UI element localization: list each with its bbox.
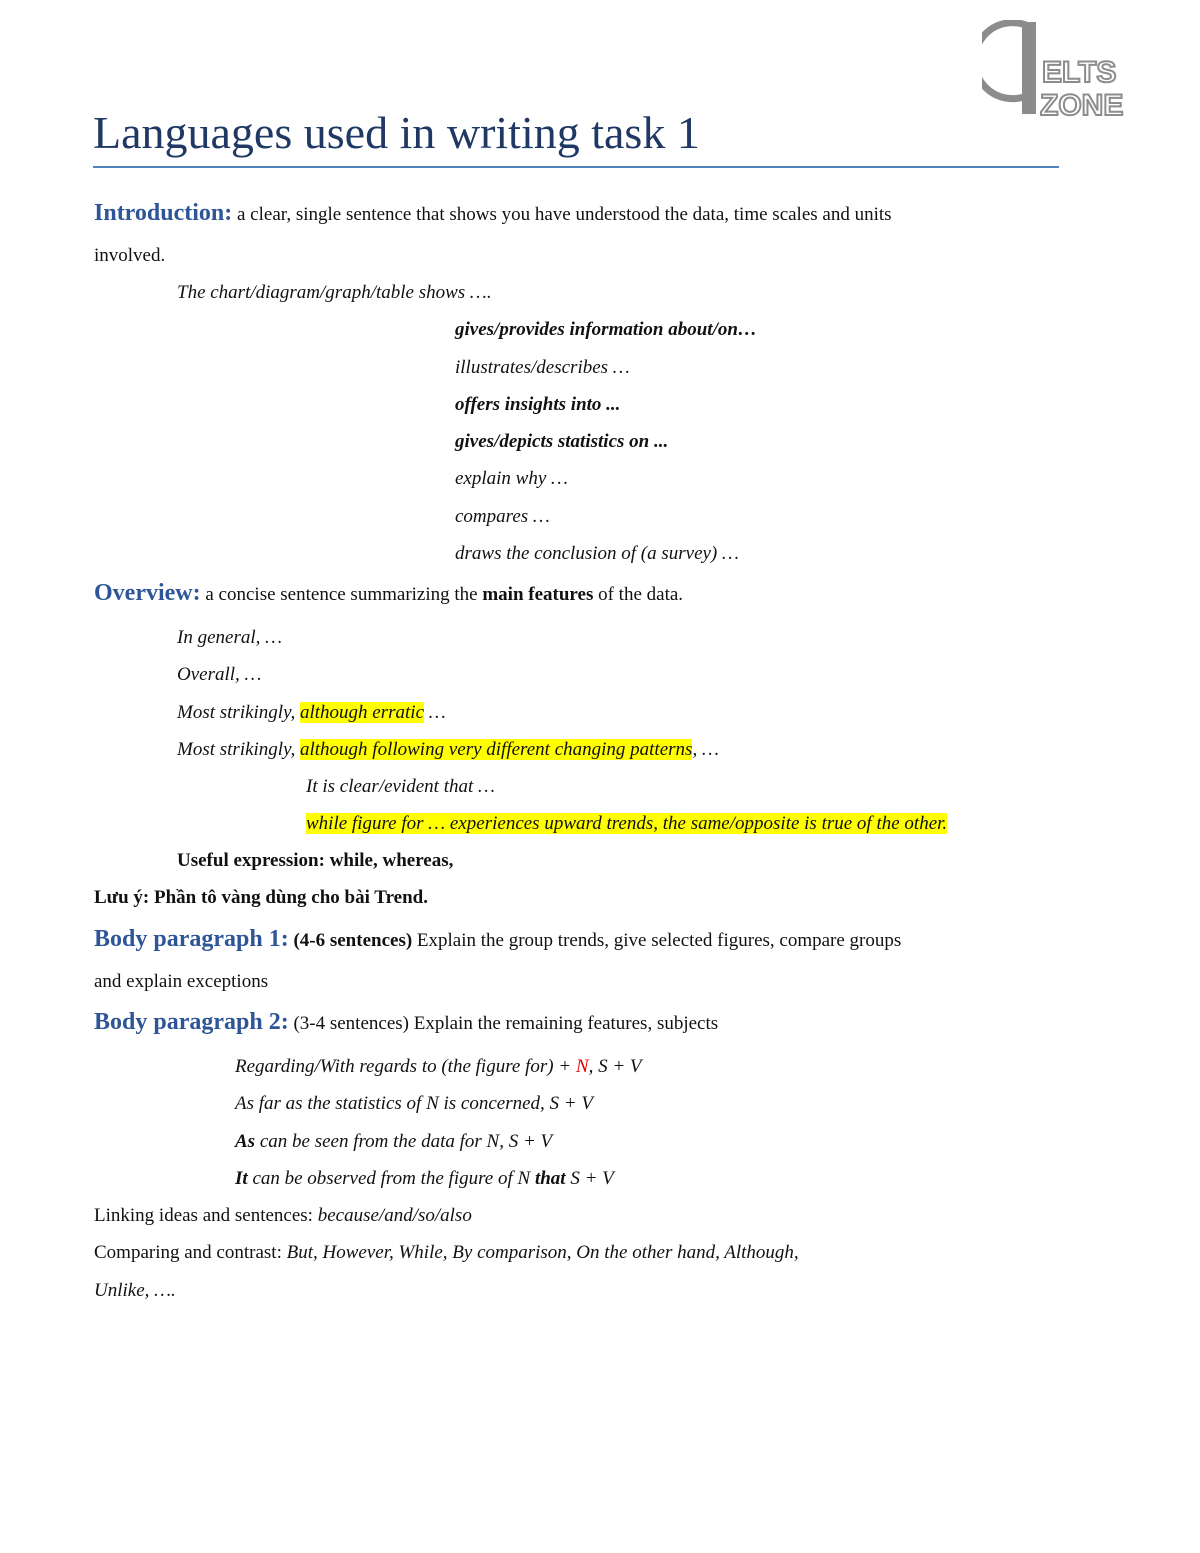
- body1-heading: Body paragraph 1:: [94, 926, 289, 952]
- intro-option-3: offers insights into ...: [455, 394, 621, 415]
- overview-line-3-highlight: although erratic: [299, 702, 425, 723]
- overview-line-2: Overall, …: [177, 664, 262, 685]
- overview-text-bold: main features: [482, 584, 594, 605]
- intro-option-2: illustrates/describes …: [455, 357, 630, 378]
- compare-words-cont: Unlike, ….: [94, 1280, 176, 1301]
- body2-text: (3-4 sentences) Explain the remaining features, subjects: [293, 1013, 719, 1034]
- body1-text-cont: and explain exceptions: [94, 971, 269, 992]
- note-text: Lưu ý: Phần tô vàng dùng cho bài Trend.: [94, 887, 428, 908]
- overview-line-6: [306, 811, 947, 837]
- intro-option-7: draws the conclusion of (a survey) …: [455, 543, 739, 564]
- overview-heading: Overview:: [94, 580, 201, 606]
- body2-paragraph: [94, 1009, 718, 1037]
- body2-expr-4: [235, 1166, 614, 1192]
- overview-line-1: In general, …: [177, 627, 283, 648]
- intro-text-cont: involved.: [94, 245, 166, 266]
- compare-words: But, However, While, By comparison, On the other hand, Although,: [286, 1242, 799, 1263]
- intro-option-6: compares …: [455, 506, 550, 527]
- body2-expr-1: [235, 1054, 642, 1080]
- body2-expr-1-red: N: [575, 1056, 589, 1077]
- compare-line: [94, 1240, 799, 1266]
- overview-line-4: [177, 737, 719, 763]
- body2-expr-4-mid: can be observed from the figure of N: [252, 1168, 531, 1189]
- overview-line-4-post: , …: [692, 739, 719, 760]
- overview-text-post: of the data.: [598, 584, 684, 605]
- linking-line: [94, 1203, 472, 1229]
- overview-line-3: [177, 700, 446, 726]
- body1-text: Explain the group trends, give selected figures, compare groups: [416, 930, 902, 951]
- overview-line-3-pre: Most strikingly,: [177, 702, 296, 723]
- useful-expression: Useful expression: while, whereas,: [177, 850, 454, 871]
- linking-words: because/and/so/also: [317, 1205, 472, 1226]
- logo-line1: ELTS: [1042, 56, 1117, 89]
- overview-line-6-highlight: while figure for … experiences upward trends, the same/opposite is true of the other.: [306, 813, 948, 834]
- body2-expr-3-rest: can be seen from the data for N, S + V: [259, 1131, 553, 1152]
- logo-line2: ZONE: [1040, 89, 1124, 120]
- body2-expr-1-post: , S + V: [588, 1056, 642, 1077]
- intro-option-1: gives/provides information about/on…: [455, 319, 757, 340]
- body2-heading: Body paragraph 2:: [94, 1009, 289, 1035]
- body2-expr-3: [235, 1129, 552, 1155]
- body1-paragraph: [94, 926, 901, 954]
- intro-option-5: explain why …: [455, 468, 568, 489]
- overview-line-4-pre: Most strikingly,: [177, 739, 296, 760]
- title-underline: [93, 166, 1059, 168]
- overview-line-3-post: …: [428, 702, 446, 723]
- compare-label: Comparing and contrast:: [94, 1242, 282, 1263]
- body2-expr-2: As far as the statistics of N is concerned, S + V: [235, 1093, 593, 1114]
- body1-bold: (4-6 sentences): [293, 930, 413, 951]
- body2-expr-4-bold1: It: [235, 1168, 248, 1189]
- ielts-zone-logo: [982, 20, 1132, 120]
- body2-expr-4-end: S + V: [570, 1168, 614, 1189]
- intro-paragraph: [94, 200, 892, 228]
- body2-expr-4-bold2: that: [534, 1168, 566, 1189]
- page-title: Languages used in writing task 1: [93, 107, 700, 158]
- intro-text: a clear, single sentence that shows you have understood the data, time scales and units: [237, 204, 892, 225]
- overview-paragraph: [94, 580, 683, 608]
- body2-expr-1-pre: Regarding/With regards to (the figure for) +: [235, 1056, 572, 1077]
- linking-label: Linking ideas and sentences:: [94, 1205, 313, 1226]
- body2-expr-3-bold: As: [235, 1131, 256, 1152]
- overview-line-4-highlight: although following very different changing patterns: [299, 739, 693, 760]
- overview-line-5: It is clear/evident that …: [306, 776, 495, 797]
- intro-lead: The chart/diagram/graph/table shows ….: [177, 282, 492, 303]
- intro-option-4: gives/depicts statistics on ...: [455, 431, 669, 452]
- overview-text-pre: a concise sentence summarizing the: [205, 584, 478, 605]
- intro-heading: Introduction:: [94, 200, 233, 226]
